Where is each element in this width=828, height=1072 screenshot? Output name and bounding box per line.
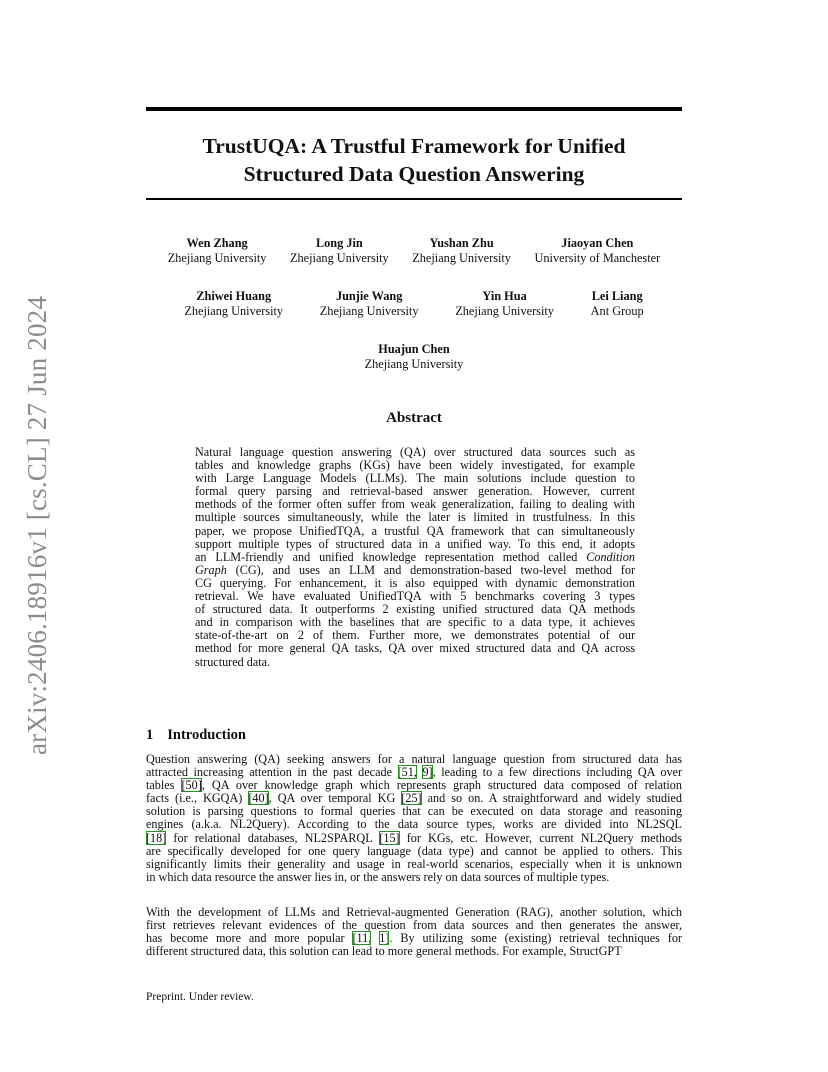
- author: [184, 289, 283, 319]
- abstract-line: [195, 564, 635, 577]
- arxiv-side-stamp: arXiv:2406.18916v1 [cs.CL] 27 Jun 2024: [22, 295, 52, 755]
- abstract-line: paper, we propose UnifiedTQA, a trustful QA framework that can simultaneously: [195, 523, 635, 538]
- text-run: , QA over temporal KG: [268, 791, 402, 806]
- text-run: first retrieves relevant evidences of the question from data sources and then generates the answer,: [146, 918, 682, 933]
- author-affiliation: Zhejiang University: [184, 304, 284, 318]
- citation-link[interactable]: [50]: [181, 778, 202, 793]
- abstract-italic-term: Graph: [195, 562, 227, 577]
- text-run: With the development of LLMs and Retrieval-augmented Generation (RAG), another solution, which: [146, 905, 682, 919]
- citation-link[interactable]: [40]: [248, 791, 269, 806]
- paper-title: [146, 132, 682, 188]
- abstract-line: and in comparison with the baselines that are specific to a data type, it achieves: [195, 615, 635, 630]
- author-name: Huajun Chen: [378, 342, 450, 356]
- author-affiliation: Zhejiang University: [364, 357, 464, 371]
- text-run: for relational databases, NL2SPARQL: [166, 830, 380, 845]
- abstract-line: tables and knowledge graphs (KGs) have been widely investigated, for example: [195, 458, 635, 473]
- abstract-italic-term: Condition: [586, 549, 635, 564]
- author: [591, 289, 644, 319]
- intro-paragraph-1: [146, 753, 682, 884]
- author-name: Yin Hua: [482, 289, 527, 303]
- footer-note: Preprint. Under review.: [146, 991, 254, 1003]
- author-name: Zhiwei Huang: [196, 289, 272, 303]
- author-affiliation: Zhejiang University: [319, 304, 419, 318]
- author-name: Yushan Zhu: [429, 236, 494, 250]
- citation-link[interactable]: [11,: [352, 931, 372, 946]
- author-affiliation: Ant Group: [590, 304, 644, 318]
- author-affiliation: Zhejiang University: [455, 304, 554, 318]
- abstract-line: support multiple types of structured data in a unified way. To this end, it adopts: [195, 536, 635, 551]
- intro-paragraph-2: [146, 906, 682, 958]
- abstract-text: an LLM-friendly and unified knowledge representation method called: [195, 549, 578, 564]
- text-run: and so on. A straightforward and widely studied: [421, 791, 682, 806]
- abstract-line: with Large Language Models (LLMs). The main solutions include question to: [195, 471, 635, 486]
- abstract-line: structured data.: [195, 654, 271, 669]
- abstract-line: CG querying. For enhancement, it is also equipped with dynamic demonstration: [195, 575, 635, 590]
- abstract-line: state-of-the-art on 2 of them. Further more, we demonstrates potential of our: [195, 628, 635, 643]
- text-run: attracted increasing attention in the past decade: [146, 765, 398, 780]
- author: [365, 342, 464, 372]
- authors-row-3: [146, 342, 682, 372]
- author: [412, 236, 511, 266]
- text-run: in which data resource the answer lies in, or the answers rely on data sources of multiple types.: [146, 869, 610, 884]
- authors-row-1: [146, 236, 682, 266]
- author: [320, 289, 419, 319]
- author: [290, 236, 389, 266]
- abstract-heading: Abstract: [386, 410, 442, 426]
- abstract-line: retrieval. We have evaluated UnifiedTQA with 5 benchmarks covering 3 types: [195, 589, 635, 604]
- citation-link[interactable]: [25]: [401, 791, 422, 806]
- authors-row-2: [146, 289, 682, 319]
- text-run: has become more and more popular: [146, 931, 353, 946]
- citation-link[interactable]: 9]: [422, 765, 433, 780]
- abstract-line: methods of the former often suffer from weak generalization, failing to dealing with: [195, 497, 635, 512]
- author-affiliation: University of Manchester: [534, 251, 661, 265]
- text-run: for KGs, etc. However, current NL2Query methods: [399, 830, 682, 845]
- author-name: Long Jin: [315, 236, 363, 250]
- title-rule-bottom: [146, 198, 682, 200]
- section-heading-introduction: [146, 727, 246, 744]
- citation-link[interactable]: [18]: [146, 830, 167, 845]
- abstract-line: Natural language question answering (QA) over structured data sources such as: [195, 445, 635, 459]
- text-run: facts (i.e., KGQA): [146, 791, 249, 806]
- text-run: , leading to a few directions including QA over: [432, 765, 683, 780]
- text-run: . By utilizing some (existing) retrieval techniques for: [389, 931, 682, 946]
- abstract-line: method for more general QA tasks, QA over mixed structured data and QA across: [195, 641, 635, 656]
- author-name: Junjie Wang: [335, 289, 403, 303]
- text-run: Question answering (QA) seeking answers for a natural language question from structured data has: [146, 752, 682, 766]
- citation-link[interactable]: [51,: [397, 765, 417, 780]
- abstract-line: formal query parsing and retrieval-based answer generation. However, current: [195, 484, 635, 499]
- text-run: are specifically developed for one query language (data type) and cannot be applied to others. This: [146, 843, 682, 858]
- author-name: Wen Zhang: [186, 236, 248, 250]
- author-affiliation: Zhejiang University: [412, 251, 511, 265]
- author-name: Jiaoyan Chen: [561, 236, 634, 250]
- abstract-body: [195, 446, 635, 669]
- author: [535, 236, 661, 266]
- title-rule-top: [146, 107, 682, 111]
- abstract-text: (CG), and uses an LLM and demonstration-based two-level method for: [235, 562, 635, 577]
- author-name: Lei Liang: [591, 289, 643, 303]
- citation-link[interactable]: 1]: [379, 931, 390, 946]
- author: [455, 289, 554, 319]
- citation-link[interactable]: [15]: [379, 830, 400, 845]
- author: [168, 236, 267, 266]
- text-run: significantly limits their generality and usage in real-world scenarios, especially when it is unknown: [146, 856, 682, 871]
- text-run: engines (a.k.a. NL2Query). According to the data source types, works are divided into NL2SQL: [146, 817, 682, 832]
- section-title: Introduction: [167, 727, 246, 743]
- text-line: [146, 871, 682, 884]
- text-line: [146, 945, 682, 958]
- text-run: , QA over knowledge graph which represents graph structured data composed of relation: [201, 778, 682, 793]
- author-affiliation: Zhejiang University: [167, 251, 267, 265]
- title-line-2: Structured Data Question Answering: [243, 162, 585, 186]
- author-affiliation: Zhejiang University: [290, 251, 389, 265]
- text-run: tables: [146, 778, 182, 793]
- abstract-line: multiple sources simultaneously, while the later is limited in trustfulness. In this: [195, 510, 635, 525]
- text-run: different structured data, this solution can lead to more general methods. For example, StructGPT: [146, 944, 622, 959]
- title-line-1: TrustUQA: A Trustful Framework for Unified: [202, 134, 626, 158]
- text-run: solution is parsing questions to formal queries that can be executed on data storage and reasoning: [146, 804, 682, 819]
- abstract-line: of structured data. It outperforms 2 existing unified structured data QA methods: [195, 602, 635, 617]
- section-number: 1: [146, 727, 154, 743]
